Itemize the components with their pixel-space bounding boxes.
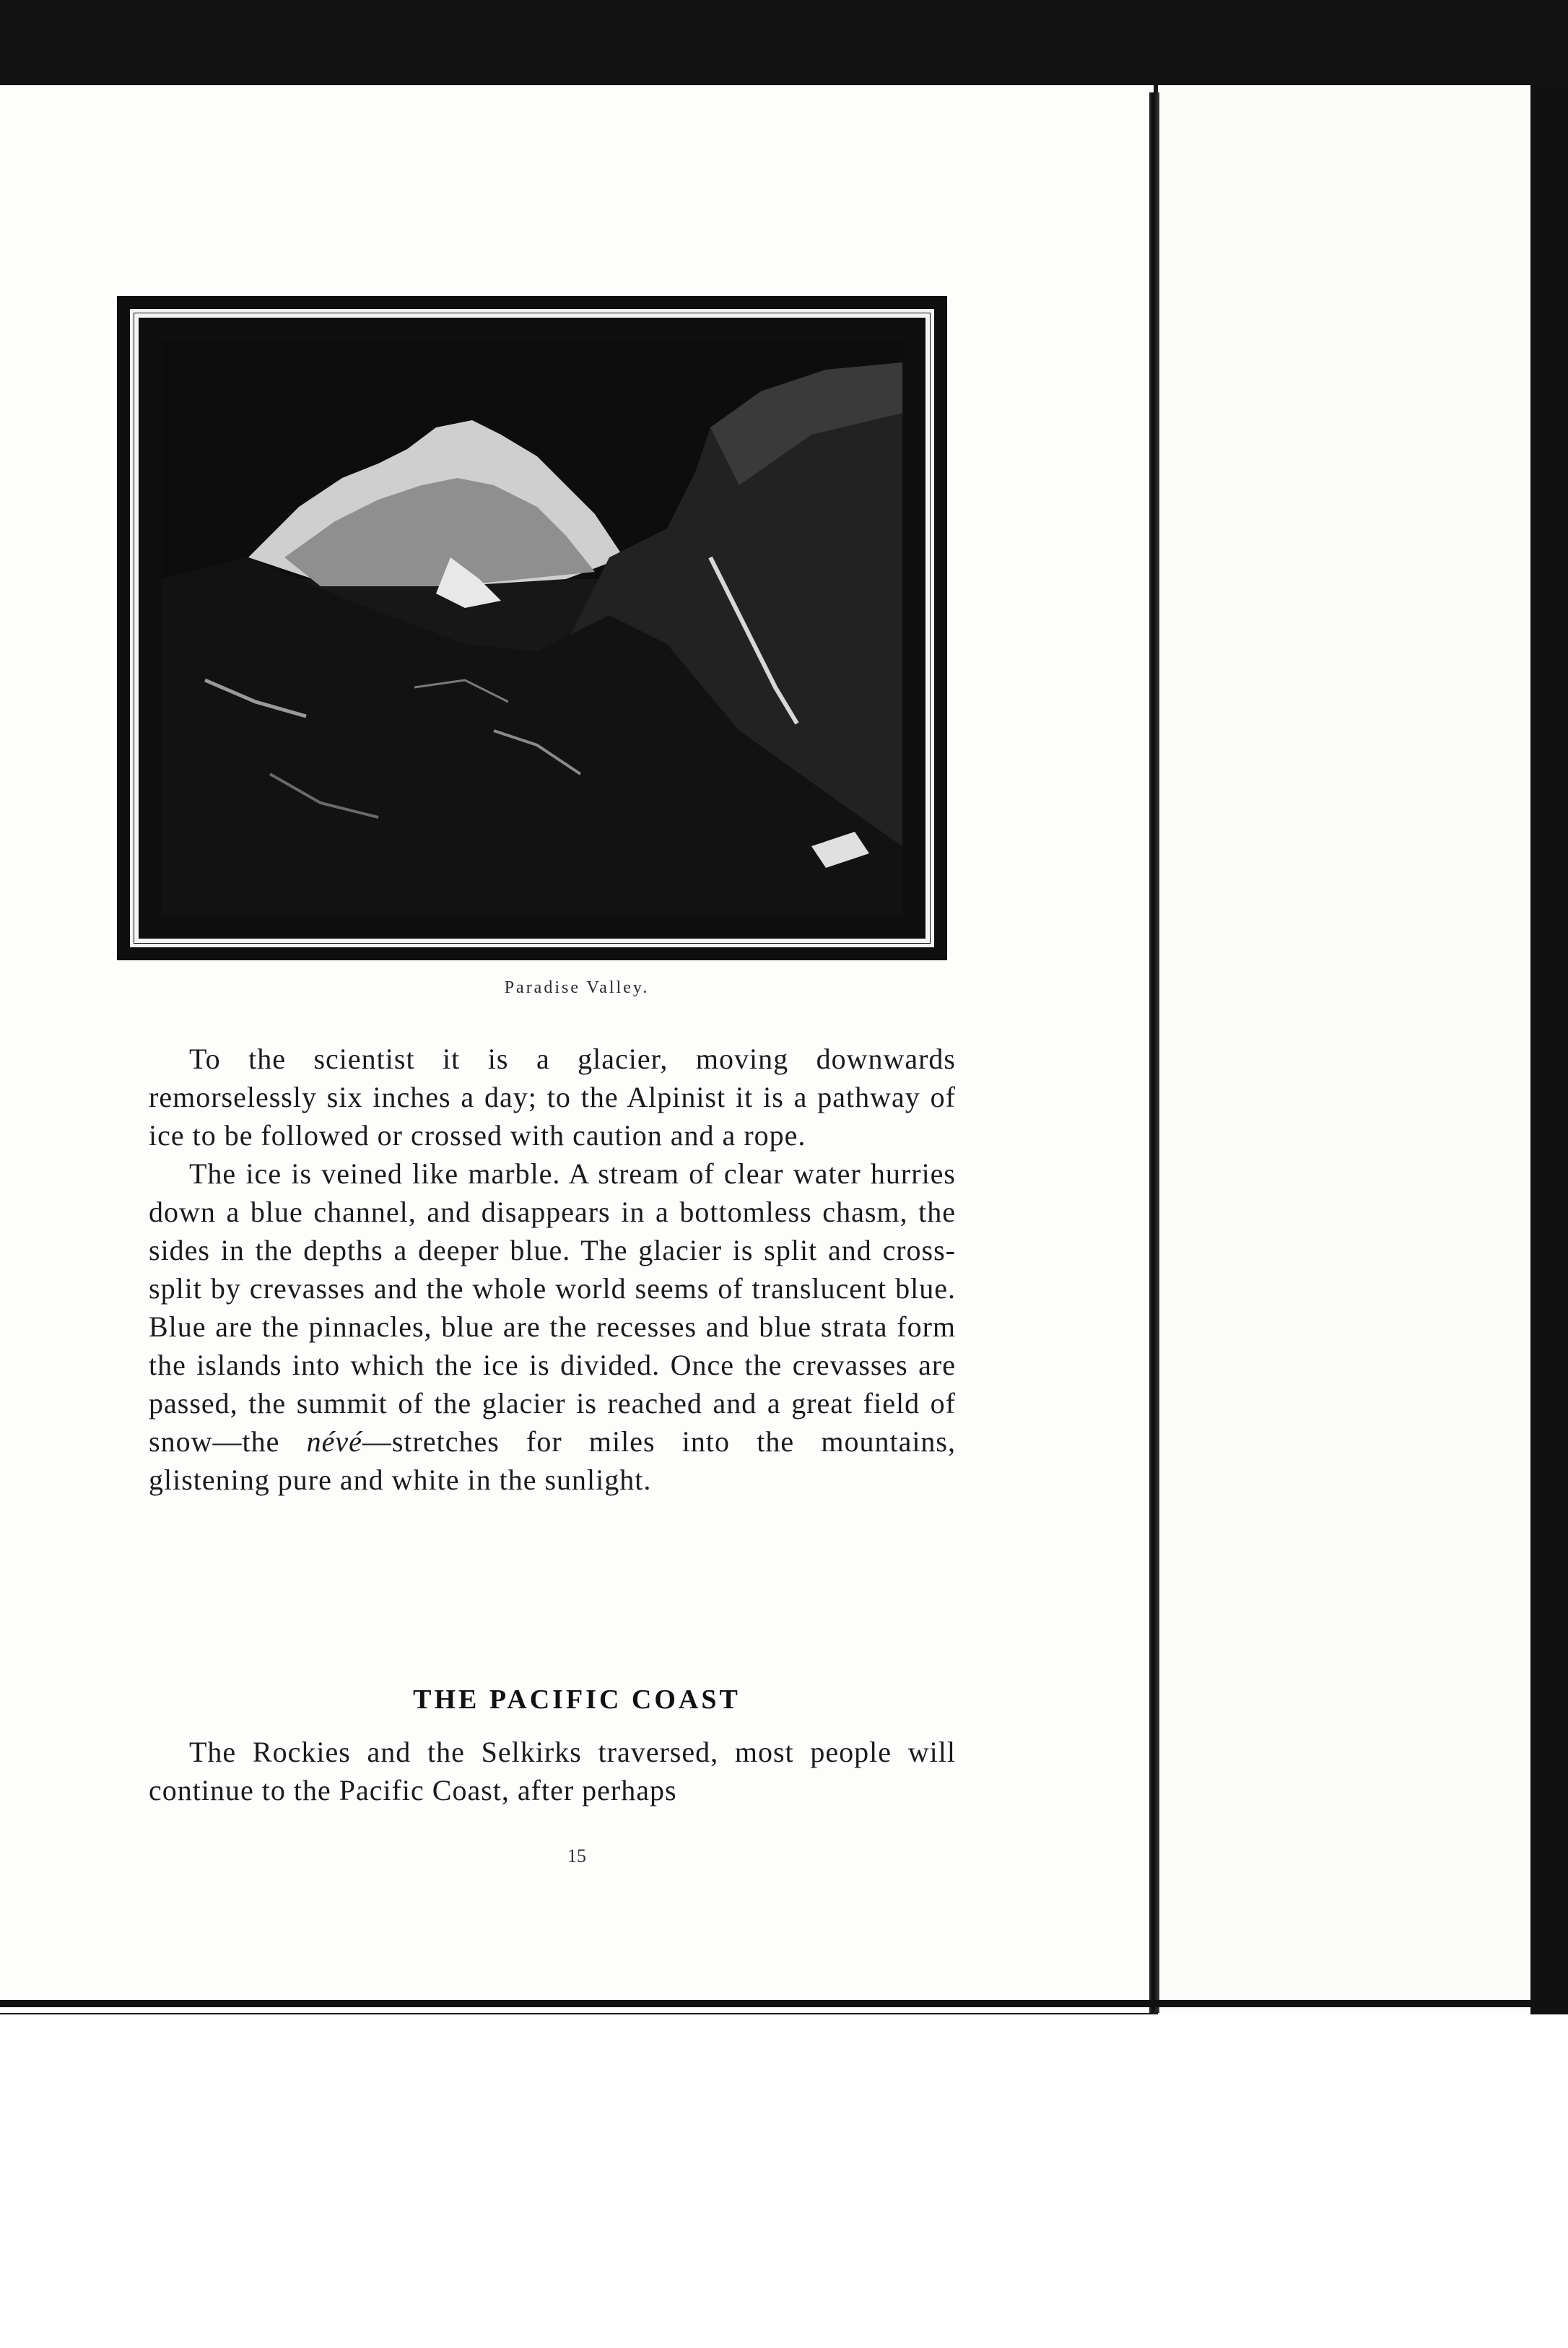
paragraph <box>149 1155 956 1499</box>
right-page-blank <box>1158 85 1533 2014</box>
paragraph: To the scientist it is a glacier, moving downwards remorselessly six inches a day; to the Alpinist it is a pathway of ice to be followed or crossed with caution and a rope. <box>149 1043 956 1152</box>
paragraph-text: The ice is veined like marble. A stream of clear water hurries down a blue channel, and disappears in a bottomless chasm, the sides in the depths a deeper blue. The glacier is split and cross-split by crevasses and the whole world seems of translucent blue. Blue are the pinnacles, blue are the recesses and blue strata form the islands into which the ice is divided. Once the crevasses are passed, the summit of the glacier is reached and a great field of snow—the <box>149 1157 956 1458</box>
book-gutter <box>1149 92 1159 2013</box>
figure-caption: Paradise Valley. <box>504 978 650 997</box>
body-text <box>149 1040 956 1499</box>
mountain-photograph <box>162 341 902 916</box>
page-bottom-edge <box>0 2000 1568 2007</box>
neve-term: névé <box>306 1425 362 1458</box>
scan-bottom-margin <box>0 2014 1568 2348</box>
page-number: 15 <box>567 1845 586 1866</box>
section-body-text <box>149 1733 956 1809</box>
paragraph: The Rockies and the Selkirks traversed, most people will continue to the Pacific Coast, after perhaps <box>149 1736 956 1806</box>
scan-top-border <box>0 0 1568 87</box>
scan-right-border <box>1530 85 1568 2014</box>
photo-figure <box>117 296 947 960</box>
paragraph-text: —stretches for miles into the mountains, glistening pure and white in the sunlight. <box>149 1425 956 1496</box>
section-heading: THE PACIFIC COAST <box>413 1684 741 1715</box>
